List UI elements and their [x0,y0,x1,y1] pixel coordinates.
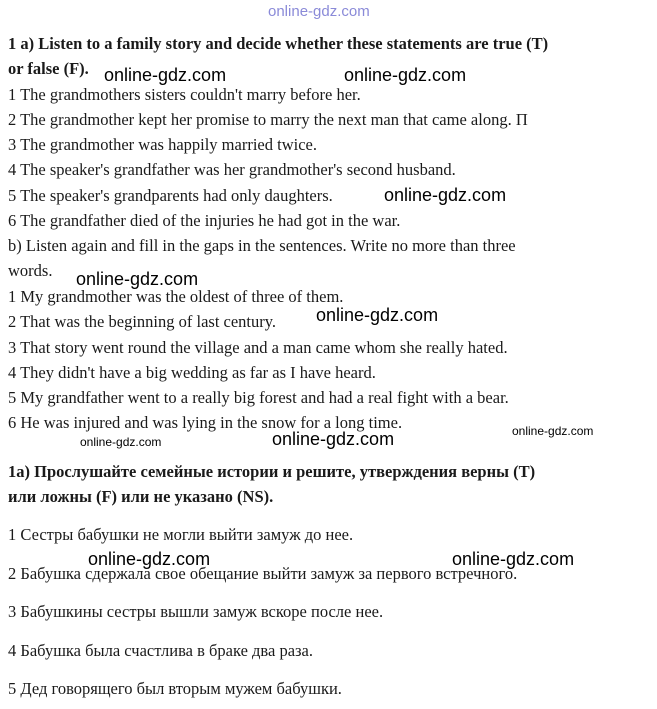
section-a-item-1: 1 The grandmothers sisters couldn't marry before her. [8,85,361,104]
section-a-item-5: 5 The speaker's grandparents had only daughters. [8,186,333,205]
section-b-item-1: 1 My grandmother was the oldest of three of them. [8,287,344,306]
section-ru-heading-line1: 1a) Прослушайте семейные истории и решите, утверждения верны (Т) [8,462,536,481]
watermark: online-gdz.com [272,429,395,449]
watermark: online-gdz.com [76,269,199,289]
watermark: online-gdz.com [344,65,467,85]
section-a-item-6: 6 The grandfather died of the injuries he had got in the war. [8,211,401,230]
watermark-small: online-gdz.com [512,424,594,438]
section-b-instruction-line2: words. [8,261,53,280]
section-ru-item-5: 5 Дед говорящего был вторым мужем бабушки. [8,679,342,698]
section-b-item-4: 4 They didn't have a big wedding as far as I have heard. [8,363,376,382]
section-ru-heading-line2: или ложны (F) или не указано (NS). [8,487,274,506]
section-a-item-4: 4 The speaker's grandfather was her grandmother's second husband. [8,160,456,179]
section-b-item-5: 5 My grandfather went to a really big forest and had a real fight with a bear. [8,388,509,407]
watermark-small: online-gdz.com [80,435,162,449]
section-b-instruction-line1: b) Listen again and fill in the gaps in the sentences. Write no more than three [8,236,516,255]
watermark: online-gdz.com [316,305,439,325]
section-ru-item-2: 2 Бабушка сдержала свое обещание выйти замуж за первого встречного. [8,564,518,583]
watermark-top: online-gdz.com [268,3,370,20]
watermark: online-gdz.com [104,65,227,85]
section-a-item-3: 3 The grandmother was happily married twice. [8,135,317,154]
section-b-item-3: 3 That story went round the village and a man came whom she really hated. [8,338,508,357]
watermark: online-gdz.com [88,549,211,569]
section-ru-item-1: 1 Сестры бабушки не могли выйти замуж до нее. [8,525,354,544]
watermark: online-gdz.com [384,185,507,205]
section-a-heading-line2: or false (F). [8,59,89,78]
section-b-item-6: 6 He was injured and was lying in the snow for a long time. [8,413,403,432]
section-ru-item-3: 3 Бабушкины сестры вышли замуж вскоре после нее. [8,602,384,621]
watermark: online-gdz.com [452,549,575,569]
section-a-heading-line1: 1 a) Listen to a family story and decide whether these statements are true (T) [8,34,549,53]
section-b-item-2: 2 That was the beginning of last century. [8,312,277,331]
section-ru-item-4: 4 Бабушка была счастлива в браке два раза. [8,641,313,660]
section-a-item-2: 2 The grandmother kept her promise to marry the next man that came along. П [8,110,528,129]
